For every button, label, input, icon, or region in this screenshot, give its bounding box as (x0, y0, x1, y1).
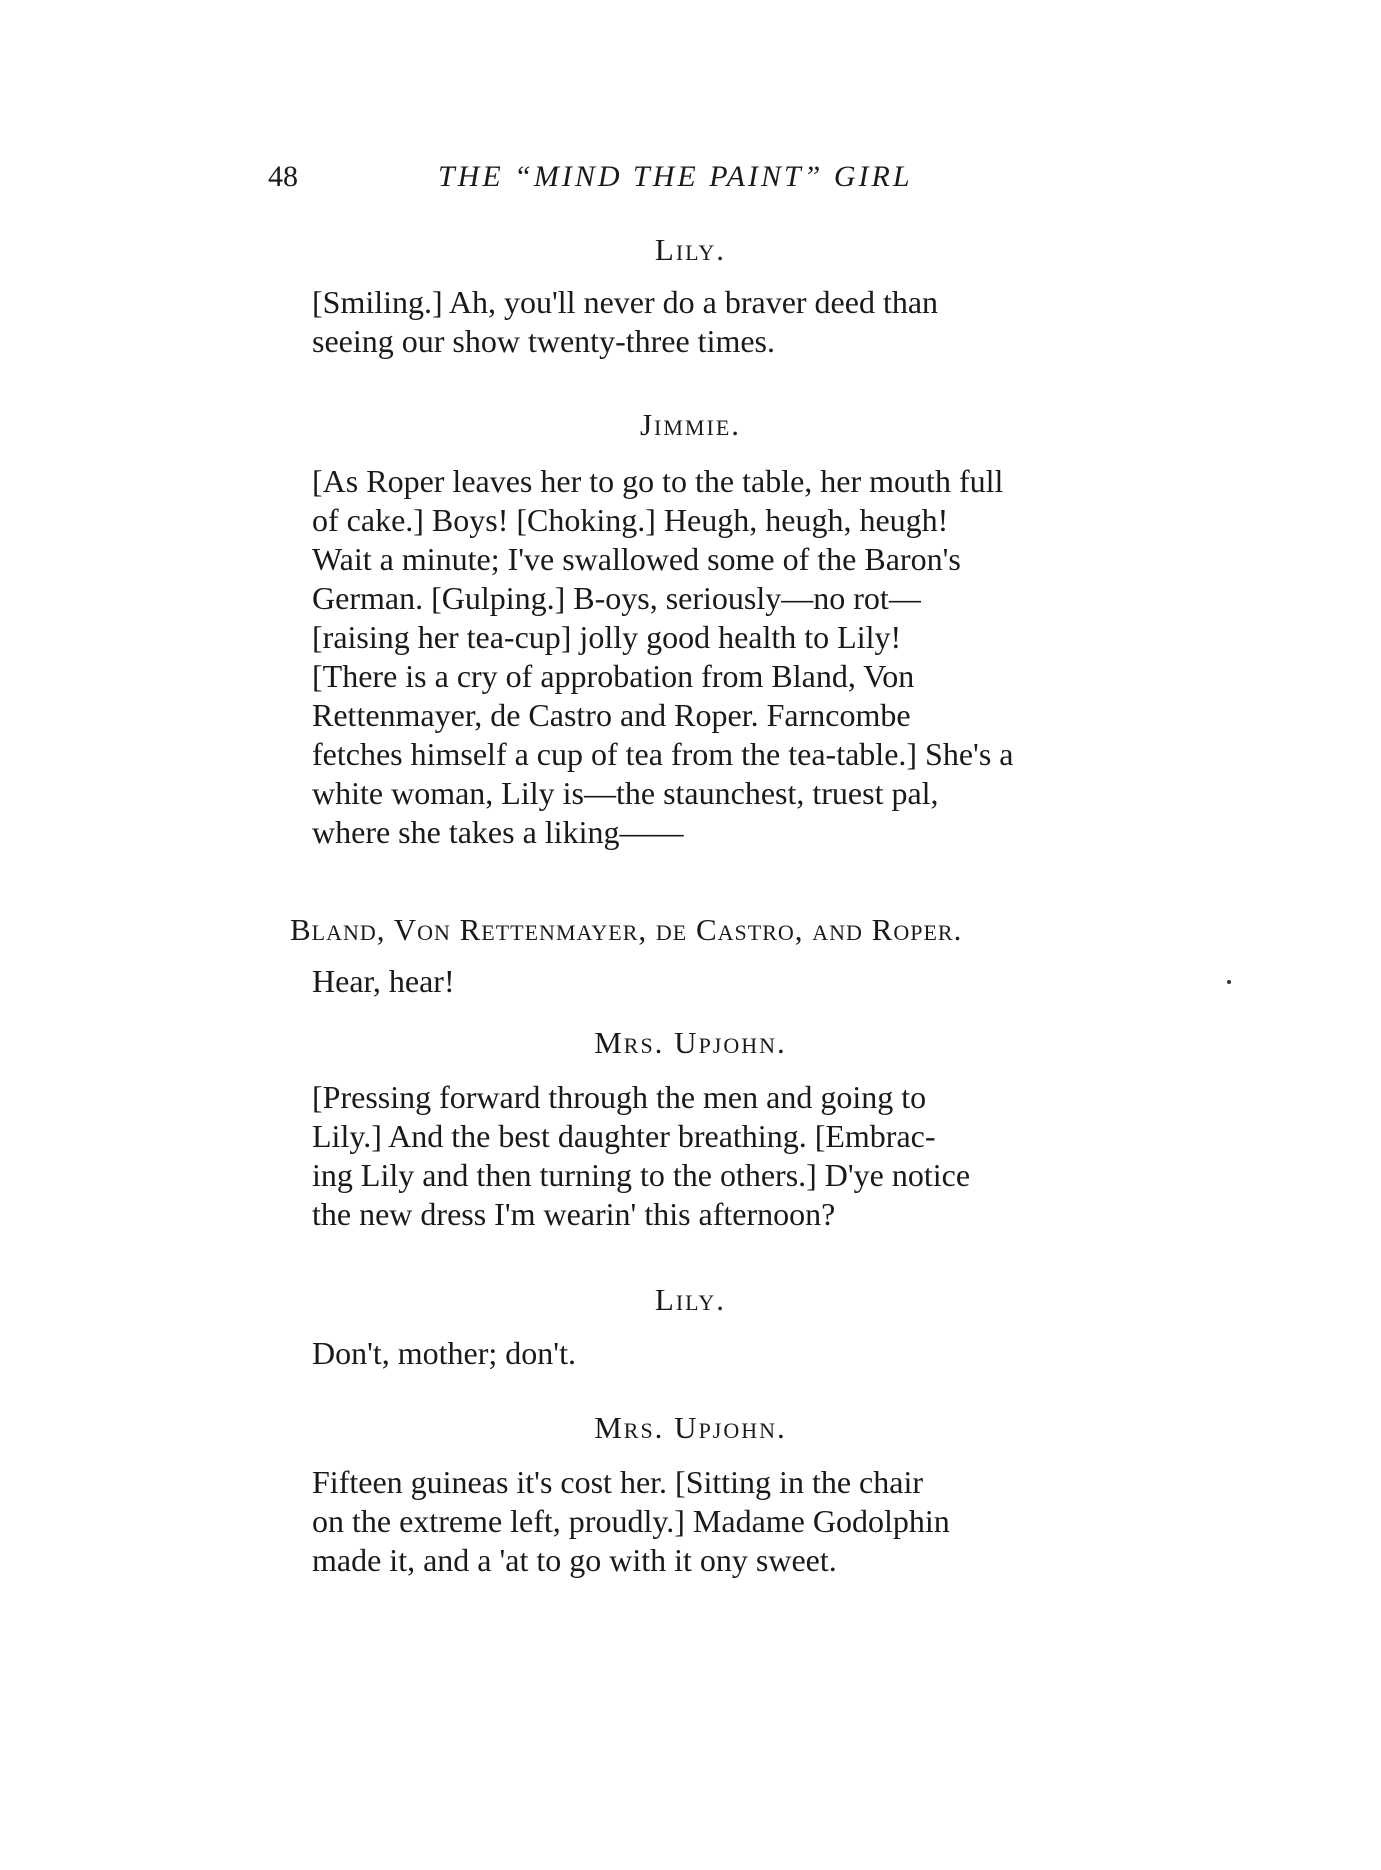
speaker-heading: Mrs. Upjohn. (594, 1025, 787, 1060)
dialogue-paragraph (272, 283, 1172, 361)
text-line: made it, and a 'at to go with it ony sweet. (312, 1542, 837, 1578)
speaker-heading: Lily. (654, 232, 727, 267)
speaker-heading: Mrs. Upjohn. (594, 1410, 787, 1445)
text-line: ing Lily and then turning to the others.] D'ye notice (312, 1157, 971, 1193)
text-line: seeing our show twenty-three times. (312, 323, 775, 359)
text-line: Don't, mother; don't. (312, 1335, 576, 1371)
text-line: [There is a cry of approbation from Bland, Von (312, 658, 915, 694)
running-title: THE “MIND THE PAINT” GIRL (438, 160, 913, 193)
dialogue-paragraph (272, 1463, 1172, 1580)
text-line: fetches himself a cup of tea from the tea-table.] She's a (312, 736, 1014, 772)
text-line: white woman, Lily is—the staunchest, truest pal, (312, 775, 939, 811)
text-line: where she takes a liking—— (312, 814, 684, 850)
text-line: Hear, hear! (312, 963, 455, 999)
speaker-heading: Jimmie. (639, 407, 742, 442)
text-line: [raising her tea-cup] jolly good health to Lily! (312, 619, 902, 655)
page-header (268, 160, 1068, 200)
page-number: 48 (268, 160, 298, 193)
print-speck (1227, 980, 1231, 984)
text-line: German. [Gulping.] B-oys, seriously—no rot— (312, 580, 921, 616)
text-line: [As Roper leaves her to go to the table, her mouth full (312, 463, 1004, 499)
text-line: on the extreme left, proudly.] Madame Godolphin (312, 1503, 950, 1539)
speaker-heading: Lily. (654, 1282, 727, 1317)
dialogue-paragraph (272, 1334, 1172, 1373)
dialogue-paragraph (272, 962, 1172, 1001)
text-line: the new dress I'm wearin' this afternoon? (312, 1196, 836, 1232)
text-line: of cake.] Boys! [Choking.] Heugh, heugh, heugh! (312, 502, 949, 538)
chorus-speaker-heading: Bland, Von Rettenmayer, de Castro, and Roper. (290, 912, 963, 947)
dialogue-paragraph (272, 1078, 1172, 1234)
text-line: Wait a minute; I've swallowed some of the Baron's (312, 541, 961, 577)
text-line: Lily.] And the best daughter breathing. [Embrac- (312, 1118, 936, 1154)
text-line: Rettenmayer, de Castro and Roper. Farncombe (312, 697, 911, 733)
dialogue-paragraph (272, 462, 1172, 852)
text-line: [Smiling.] Ah, you'll never do a braver deed than (312, 284, 939, 320)
text-line: [Pressing forward through the men and going to (312, 1079, 927, 1115)
text-line: Fifteen guineas it's cost her. [Sitting in the chair (312, 1464, 923, 1500)
